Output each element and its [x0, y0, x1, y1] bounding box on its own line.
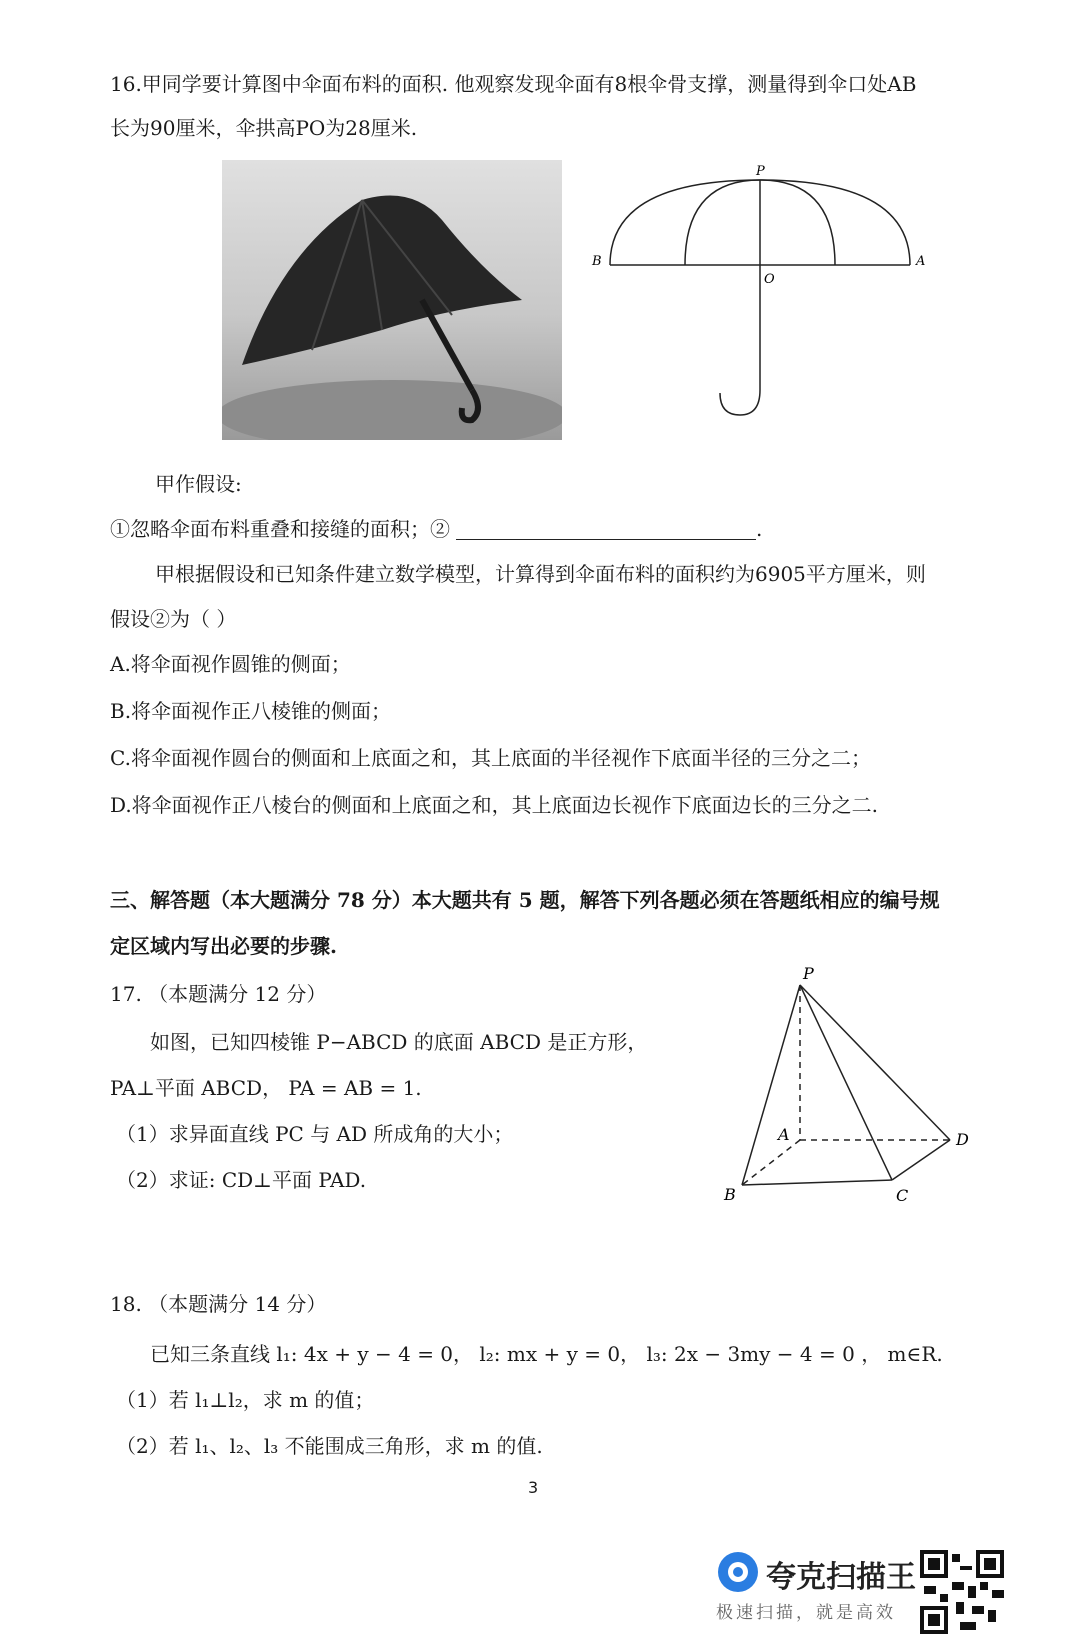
umbrella-photo — [222, 160, 562, 440]
label-p: P — [803, 965, 814, 983]
q18-header: 18. （本题满分 14 分） — [110, 1292, 327, 1316]
left-rib — [685, 180, 760, 265]
q16-assume-title: 甲作假设: — [155, 472, 242, 496]
section3-line1: 三、解答题（本大题满分 78 分）本大题共有 5 题，解答下列各题必须在答题纸相应的编号规 — [110, 888, 940, 912]
q16-option-d: D.将伞面视作正八棱台的侧面和上底面之和，其上底面边长视作下底面边长的三分之二. — [110, 793, 879, 817]
label-a: A — [778, 1125, 790, 1144]
page-number: 3 — [528, 1478, 539, 1497]
q17-part2: （2）求证: CD⊥平面 PAD. — [116, 1168, 367, 1192]
q16-line2: 长为90厘米，伞拱高PO为28厘米. — [110, 116, 418, 140]
scanner-logo-icon — [716, 1550, 760, 1594]
watermark-slogan: 极速扫描，就是高效 — [716, 1603, 896, 1623]
q16-assume-suffix: . — [756, 517, 763, 541]
label-b: B — [724, 1185, 736, 1204]
edge-bc — [742, 1180, 892, 1185]
section3-line2: 定区域内写出必要的步骤. — [110, 934, 337, 958]
q17-line1: 如图，已知四棱锥 P−ABCD 的底面 ABCD 是正方形， — [150, 1030, 648, 1054]
q16-model-line2: 假设②为（ ） — [110, 607, 237, 631]
edge-ab — [742, 1140, 800, 1185]
edge-cd — [892, 1140, 950, 1180]
label-p: P — [756, 165, 765, 179]
q17-header: 17. （本题满分 12 分） — [110, 982, 327, 1006]
umbrella-photo-drawing — [222, 160, 562, 440]
edge-pb — [742, 985, 800, 1185]
qr-code-icon — [920, 1550, 1004, 1634]
q16-line1: 16.甲同学要计算图中伞面布料的面积. 他观察发现伞面有8根伞骨支撑，测量得到伞口处AB — [110, 72, 917, 96]
edge-pd — [800, 985, 950, 1140]
q18-line1: 已知三条直线 l₁: 4x + y − 4 = 0， l₂: mx + y = 0， l₃: 2x − 3my − 4 = 0 ， m∈R. — [150, 1342, 943, 1366]
label-d: D — [956, 1130, 969, 1149]
watermark-brand: 夸克扫描王 — [766, 1560, 916, 1595]
q18-part1: （1）若 l₁⊥l₂，求 m 的值； — [116, 1388, 375, 1412]
label-b: B — [592, 254, 602, 269]
q17-part1: （1）求异面直线 PC 与 AD 所成角的大小； — [116, 1122, 514, 1146]
q16-model-line1: 甲根据假设和已知条件建立数学模型，计算得到伞面布料的面积约为6905平方厘米，则 — [155, 562, 926, 586]
q17-line2: PA⊥平面 ABCD， PA = AB = 1. — [110, 1076, 422, 1100]
label-c: C — [896, 1186, 909, 1205]
q16-assume-line — [110, 515, 762, 543]
q16-option-b: B.将伞面视作正八棱锥的侧面； — [110, 699, 392, 723]
q16-option-a: A.将伞面视作圆锥的侧面； — [110, 652, 351, 676]
right-rib — [760, 180, 835, 265]
umbrella-diagram — [590, 165, 930, 435]
q16-assume-prefix: ①忽略伞面布料重叠和接缝的面积；② — [110, 517, 450, 541]
q16-option-c: C.将伞面视作圆台的侧面和上底面之和，其上底面的半径视作下底面半径的三分之二； — [110, 746, 871, 770]
answer-blank — [456, 519, 756, 540]
handle — [720, 390, 760, 415]
label-o: O — [764, 272, 775, 287]
edge-pc — [800, 985, 892, 1180]
q18-part2: （2）若 l₁、l₂、l₃ 不能围成三角形，求 m 的值. — [116, 1434, 543, 1458]
pyramid-diagram — [720, 965, 970, 1215]
label-a: A — [916, 254, 926, 269]
